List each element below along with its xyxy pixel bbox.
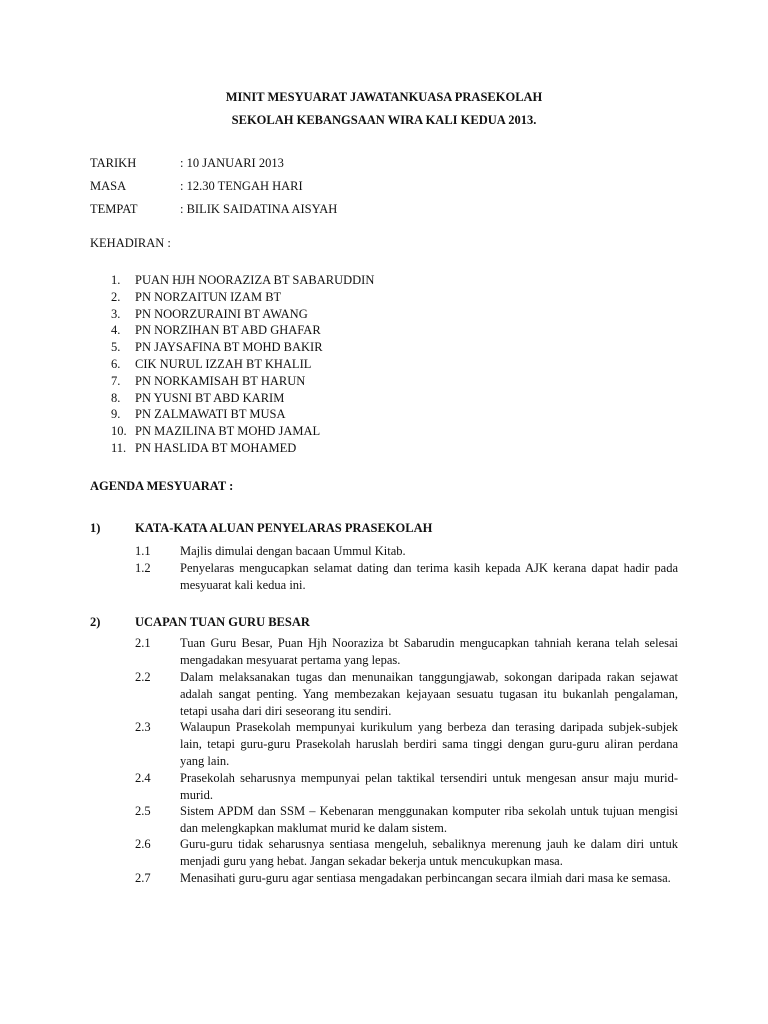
list-item-name: PN NORZAITUN IZAM BT [135, 289, 282, 304]
list-item [111, 356, 374, 373]
list-item [111, 390, 374, 407]
agenda-item [135, 870, 678, 887]
agenda-item [135, 543, 678, 560]
item-text: Dalam melaksanakan tugas dan menunaikan tanggungjawab, sokongan daripada rakan sejawat adalah sangat penting. Yang membezakan kejayaan sesuatu tugasan itu bukanlah pengalaman, tetapi usaha dari diri seseorang itu sendiri. [180, 670, 678, 718]
agenda-item [135, 635, 678, 669]
list-item-name: PUAN HJH NOORAZIZA BT SABARUDDIN [135, 273, 375, 287]
item-text: Majlis dimulai dengan bacaan Ummul Kitab. [180, 544, 406, 558]
list-item-name: PN NOORZURAINI BT AWANG [135, 306, 308, 321]
list-item [111, 306, 374, 323]
item-number: 1.2 [135, 561, 151, 575]
item-number: 2.3 [135, 720, 151, 734]
list-item [111, 406, 374, 423]
list-item-number: 7. [111, 373, 121, 388]
item-number: 2.5 [135, 804, 151, 818]
agenda-item [135, 836, 678, 870]
item-number: 2.2 [135, 670, 151, 684]
item-text: Walaupun Prasekolah mempunyai kurikulum yang berbeza dan terasing daripada subjek-subjek lain, tetapi guru-guru Prasekolah haruslah berdiri sama tinggi dengan guru-guru aliran perdana yang lain. [180, 720, 678, 768]
item-text: Guru-guru tidak seharusnya sentiasa mengeluh, sebaliknya merenung jauh ke dalam diri untuk menjadi guru yang hebat. Jangan sekadar bekerja untuk mencukupkan masa. [180, 837, 678, 868]
agenda-item [135, 719, 678, 770]
section-items [135, 543, 678, 594]
agenda-item [135, 770, 678, 803]
item-text: Sistem APDM dan SSM – Kebenaran menggunakan komputer riba sekolah untuk tujuan mengisi dan melengkapkan maklumat murid ke dalam sistem. [180, 804, 678, 835]
list-item [111, 322, 374, 339]
item-text: Menasihati guru-guru agar sentiasa mengadakan perbincangan secara ilmiah dari masa ke semasa. [180, 871, 671, 885]
list-item-name: CIK NURUL IZZAH BT KHALIL [135, 356, 312, 371]
list-item [111, 440, 374, 457]
item-number: 2.1 [135, 636, 151, 650]
meta-row-date [90, 155, 490, 178]
meta-value: : 12.30 TENGAH HARI [180, 179, 303, 193]
section-number: 1) [90, 521, 101, 535]
section-title: KATA-KATA ALUAN PENYELARAS PRASEKOLAH [135, 521, 433, 535]
list-item-name: PN ZALMAWATI BT MUSA [135, 407, 286, 422]
section-items [135, 635, 678, 887]
item-number: 2.4 [135, 771, 151, 785]
list-item-name: PN YUSNI BT ABD KARIM [135, 390, 285, 405]
section-number: 2) [90, 615, 101, 629]
meta-value: : BILIK SAIDATINA AISYAH [180, 202, 338, 216]
list-item-number: 5. [111, 340, 121, 355]
list-item [111, 272, 374, 289]
list-item-number: 4. [111, 323, 121, 338]
agenda-item [135, 803, 678, 836]
attendance-list [111, 272, 374, 457]
list-item [111, 339, 374, 356]
meta-value: : 10 JANUARI 2013 [180, 156, 284, 170]
agenda-heading: AGENDA MESYUARAT : [90, 479, 234, 493]
list-item-name: PN HASLIDA BT MOHAMED [135, 440, 297, 455]
meeting-details [90, 155, 490, 224]
meta-label: TEMPAT [90, 202, 138, 216]
list-item [111, 423, 374, 440]
list-item-number: 2. [111, 289, 121, 304]
meta-label: MASA [90, 179, 127, 193]
item-text: Prasekolah seharusnya mempunyai pelan taktikal tersendiri untuk mengesan ansur maju murid-murid. [180, 771, 678, 802]
meta-row-time [90, 178, 490, 201]
list-item-number: 10. [111, 424, 127, 439]
list-item [111, 289, 374, 306]
item-text: Penyelaras mengucapkan selamat dating dan terima kasih kepada AJK kerana dapat hadir pada mesyuarat kali kedua ini. [180, 561, 678, 592]
list-item-number: 8. [111, 390, 121, 405]
section-heading [90, 520, 690, 537]
attendance-heading: KEHADIRAN : [90, 236, 171, 250]
item-number: 1.1 [135, 544, 151, 558]
meta-row-place [90, 201, 490, 224]
section-heading [90, 614, 690, 631]
meta-label: TARIKH [90, 156, 137, 170]
agenda-item [135, 560, 678, 594]
list-item [111, 373, 374, 390]
item-number: 2.6 [135, 837, 151, 851]
section-title: UCAPAN TUAN GURU BESAR [135, 615, 310, 629]
list-item-name: PN NORZIHAN BT ABD GHAFAR [135, 323, 321, 338]
list-item-number: 3. [111, 306, 121, 321]
list-item-number: 9. [111, 407, 121, 422]
list-item-number: 11. [111, 440, 127, 455]
list-item-name: PN NORKAMISAH BT HARUN [135, 373, 306, 388]
agenda-item [135, 669, 678, 719]
list-item-number: 1. [111, 273, 121, 287]
list-item-name: PN MAZILINA BT MOHD JAMAL [135, 424, 321, 439]
item-text: Tuan Guru Besar, Puan Hjh Nooraziza bt Sabarudin mengucapkan tahniah kerana telah selesai mengadakan mesyuarat pertama yang lepas. [180, 636, 678, 667]
list-item-name: PN JAYSAFINA BT MOHD BAKIR [135, 340, 323, 355]
document-title: MINIT MESYUARAT JAWATANKUASA PRASEKOLAH [225, 90, 543, 104]
item-number: 2.7 [135, 871, 151, 885]
document-subtitle: SEKOLAH KEBANGSAAN WIRA KALI KEDUA 2013. [231, 113, 537, 127]
list-item-number: 6. [111, 356, 121, 371]
